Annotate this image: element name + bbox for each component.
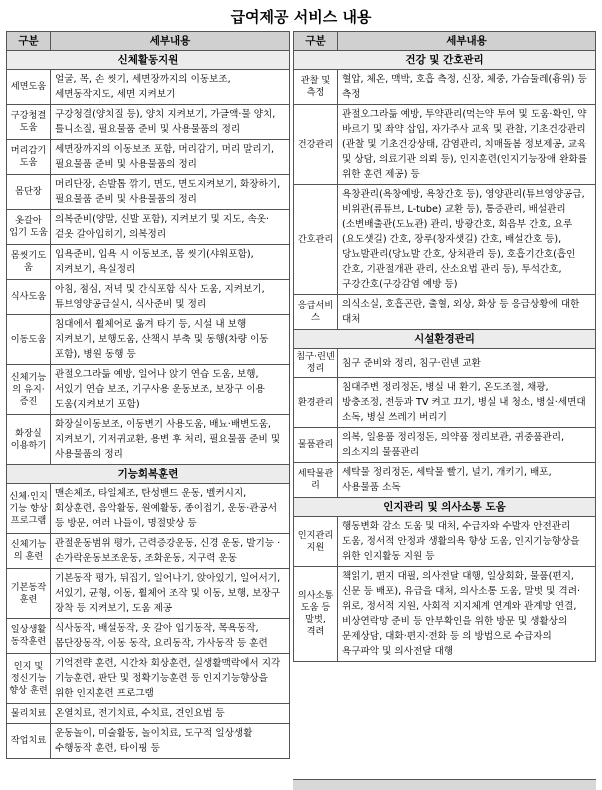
details-cell: 관절오그라듦 예방, 일어나 앉기 연습 도움, 보행, 서있기 연습 보조, 기구사용 운동보조, 보장구 이용 도움(지켜보기 포함)	[51, 365, 290, 415]
table-row	[7, 105, 290, 140]
details-cell: 얼굴, 목, 손 씻기, 세면장까지의 이동보조, 세면동작지도, 세면 지켜보기	[51, 70, 290, 105]
right-header-row	[294, 32, 596, 51]
details-header: 세부내용	[51, 32, 290, 51]
table-row	[294, 185, 596, 295]
table-row	[294, 105, 596, 185]
category-cell: 머리감기 도움	[7, 140, 51, 175]
table-row	[294, 378, 596, 428]
category-cell: 세면도움	[7, 70, 51, 105]
category-cell: 관찰 및 측정	[294, 70, 338, 105]
details-cell: 세탁물 정리정돈, 세탁물 빨기, 널기, 개키기, 배포, 사용물품 소독	[338, 463, 596, 498]
details-cell: 세면장까지의 이동보조 포함, 머리감기, 머리 말리기, 필요물품 준비 및 사용물품의 정리	[51, 140, 290, 175]
table-row	[294, 517, 596, 567]
details-cell: 기억전략 훈련, 시간차 회상훈련, 실생활맥락에서 지각 기능훈련, 판단 및 정확기능훈련 등 인지기능향상을 위한 인지훈련 프로그램	[51, 654, 290, 704]
right-service-table	[293, 31, 596, 662]
category-cell: 인지 및 정신기능 향상 훈련	[7, 654, 51, 704]
table-row	[7, 365, 290, 415]
category-cell: 옷갈아 입기 도움	[7, 210, 51, 245]
table-row	[7, 654, 290, 704]
table-row	[7, 619, 290, 654]
category-cell: 신체기능의 유지·증진	[7, 365, 51, 415]
table-row	[294, 70, 596, 105]
details-cell: 의복준비(양말, 신발 포함), 지켜보기 및 지도, 속옷·겉옷 갈아입히기, 의복정리	[51, 210, 290, 245]
category-cell: 물리치료	[7, 704, 51, 724]
details-cell: 아침, 점심, 저녁 및 간식포함 식사 도움, 지켜보기, 튜브영양공급실시, 식사준비 및 정리	[51, 280, 290, 315]
category-cell: 기본동작 훈련	[7, 569, 51, 619]
details-cell: 욕창관리(욕창예방, 욕창간호 등), 영양관리(튜브영양공급, 비위관(류튜브, L-tube) 교환 등), 통증관리, 배설관리(소변배출관(도뇨관) 관리, 방광간호, 회음부 간호, 요루(요도샛길) 간호, 장루(창자샛길) 간호, 배설간호 등), 당뇨발관리(당뇨발 간호, 상처관리 등), 호흡기간호(흡인 간호, 기관절개관 관리, 산소요법 관리 등), 투석간호, 구강간호(구강감염 예방 등)	[338, 185, 596, 295]
table-row	[294, 295, 596, 330]
section-title: 인지관리 및 의사소통 도움	[294, 498, 596, 517]
category-cell: 간호관리	[294, 185, 338, 295]
table-row	[7, 484, 290, 534]
table-row	[294, 349, 596, 378]
category-header: 구분	[7, 32, 51, 51]
section-row	[294, 330, 596, 349]
table-row	[294, 463, 596, 498]
category-cell: 구강청결 도움	[7, 105, 51, 140]
details-cell: 머리단장, 손발톱 깎기, 면도, 면도지켜보기, 화장하기, 필요물품 준비 및 사용물품의 정리	[51, 175, 290, 210]
category-cell: 식사도움	[7, 280, 51, 315]
details-header: 세부내용	[338, 32, 596, 51]
details-cell: 책읽기, 편지 대필, 의사전달 대행, 일상회화, 물품(편지, 신문 등 배포), 유급을 대처, 의사소통 도움, 말벗 및 격려·위로, 정서적 지원, 사회적 지지체계 연계와 관계망 연결, 비상연락망 준비 등 안부확인을 위한 방문 및 생활상의 문제상담, 대화·편지·전화 등 의 방법으로 수급자의 욕구파악 및 의사전달 대행	[338, 567, 596, 662]
table-row	[7, 315, 290, 365]
category-cell: 인지관리지원	[294, 517, 338, 567]
details-cell: 의식소실, 호흡곤란, 출혈, 외상, 화상 등 응급상황에 대한 대처	[338, 295, 596, 330]
category-cell: 이동도움	[7, 315, 51, 365]
right-table-column	[293, 31, 596, 662]
category-cell: 물품관리	[294, 428, 338, 463]
left-table-column	[6, 31, 290, 759]
category-cell: 작업치료	[7, 724, 51, 759]
section-row	[294, 498, 596, 517]
details-cell: 기본동작 평가, 뒤집기, 일어나기, 앉아있기, 일어서기, 서있기, 균형, 이동, 휠체어 조작 및 이동, 보행, 보장구 장착 등 지켜보기, 도움 제공	[51, 569, 290, 619]
table-row	[7, 210, 290, 245]
details-cell: 화장실이동보조, 이동변기 사용도움, 배뇨·배변도움, 지켜보기, 기저귀교환, 용변 후 처리, 필요물품 준비 및 사용물품의 정리	[51, 415, 290, 465]
table-row	[294, 428, 596, 463]
table-row	[7, 70, 290, 105]
table-row	[7, 569, 290, 619]
section-row	[7, 465, 290, 484]
table-row	[7, 280, 290, 315]
details-cell: 온열치료, 전기치료, 수치료, 견인요법 등	[51, 704, 290, 724]
details-cell: 관절오그라듦 예방, 투약관리(먹는약 투여 및 도움·확인, 약 바르기 및 좌약 삽입, 자가주사 교육 및 관찰, 기초건강관리(관찰 및 기초건강상태, 감염관리, 치매돌봄 정보제공, 교육 및 상담, 의료기관 의뢰 등), 인지훈련(인지기능장애 완화를 위한 훈련 제공) 등	[338, 105, 596, 185]
details-cell: 침대에서 휠체어로 옮겨 타기 등, 시설 내 보행 지켜보기, 보행도움, 산책시 부축 및 동행(차량 이동 포함), 병원 동행 등	[51, 315, 290, 365]
details-cell: 운동놀이, 미술활동, 놀이치료, 도구적 일상생활 수행동작 훈련, 타이핑 등	[51, 724, 290, 759]
details-cell: 행동변화 감소 도움 및 대처, 수급자와 수발자 안전관리 도움, 정서적 안정과 생활의욕 향상 도움, 인지기능향상을 위한 인지활동 지원 등	[338, 517, 596, 567]
table-row	[7, 534, 290, 569]
category-header: 구분	[294, 32, 338, 51]
section-title: 신체활동지원	[7, 51, 290, 70]
table-row	[294, 567, 596, 662]
details-cell: 맨손체조, 타일체조, 탄성밴드 운동, 벨커시지, 회상훈련, 음악활동, 원예활동, 종이접기, 운동·관공서 등 방문, 여러 나들이, 명절맞상 등	[51, 484, 290, 534]
section-row	[7, 51, 290, 70]
category-cell: 일상생활 동작훈련	[7, 619, 51, 654]
section-title: 건강 및 간호관리	[294, 51, 596, 70]
category-cell: 환경관리	[294, 378, 338, 428]
details-cell: 입욕준비, 입욕 시 이동보조, 몸 씻기(샤워포함), 지켜보기, 욕실정리	[51, 245, 290, 280]
category-cell: 응급서비스	[294, 295, 338, 330]
category-cell: 몸단장	[7, 175, 51, 210]
category-cell: 화장실 이용하기	[7, 415, 51, 465]
details-cell: 관절운동범위 평가, 근력증강운동, 신경 운동, 발기능 · 손가락운동보조운동, 조화운동, 지구력 운동	[51, 534, 290, 569]
table-row	[7, 245, 290, 280]
table-row	[7, 175, 290, 210]
section-title: 시설환경관리	[294, 330, 596, 349]
table-row	[7, 724, 290, 759]
category-cell: 의사소통 도움 등 말벗, 격려	[294, 567, 338, 662]
page-title: 급여제공 서비스 내용	[230, 8, 372, 26]
category-cell: 신체·인지 기능 향상 프로그램	[7, 484, 51, 534]
table-row	[7, 415, 290, 465]
category-cell: 몸씻기도움	[7, 245, 51, 280]
section-row	[294, 51, 596, 70]
details-cell: 구강청결(양치질 등), 양치 지켜보기, 가글액·물 양치, 틀니소질, 필요물품 준비 및 사용물품의 정리	[51, 105, 290, 140]
category-cell: 신체기능의 훈련	[7, 534, 51, 569]
category-cell: 침구·린넨 정리	[294, 349, 338, 378]
left-header-row	[7, 32, 290, 51]
category-cell: 건강관리	[294, 105, 338, 185]
section-title: 기능회복훈련	[7, 465, 290, 484]
details-cell: 식사동작, 배설동작, 옷 갈아 입기동작, 목욕동작, 몸단장동작, 이동 동작, 요리동작, 가사동작 등 훈련	[51, 619, 290, 654]
details-cell: 의복, 일용품 정리정돈, 의약품 정리보관, 귀중품관리, 의소지의 물품관리	[338, 428, 596, 463]
details-cell: 침구 준비와 정리, 침구·린넨 교환	[338, 349, 596, 378]
service-tables	[6, 31, 596, 761]
left-service-table	[6, 31, 290, 759]
table-row	[7, 140, 290, 175]
details-cell: 혈압, 체온, 맥박, 호흡 측정, 신장, 체중, 가슴둘레(흉위) 등 측정	[338, 70, 596, 105]
table-row	[7, 704, 290, 724]
category-cell: 세탁물관리	[294, 463, 338, 498]
details-cell: 침대주변 정리정돈, 병실 내 환기, 온도조절, 채광, 방충조정, 전등과 TV 켜고 끄기, 병실 내 청소, 병실·세면대 소독, 병실 쓰레기 버리기	[338, 378, 596, 428]
cut-off-section-header	[293, 779, 596, 790]
